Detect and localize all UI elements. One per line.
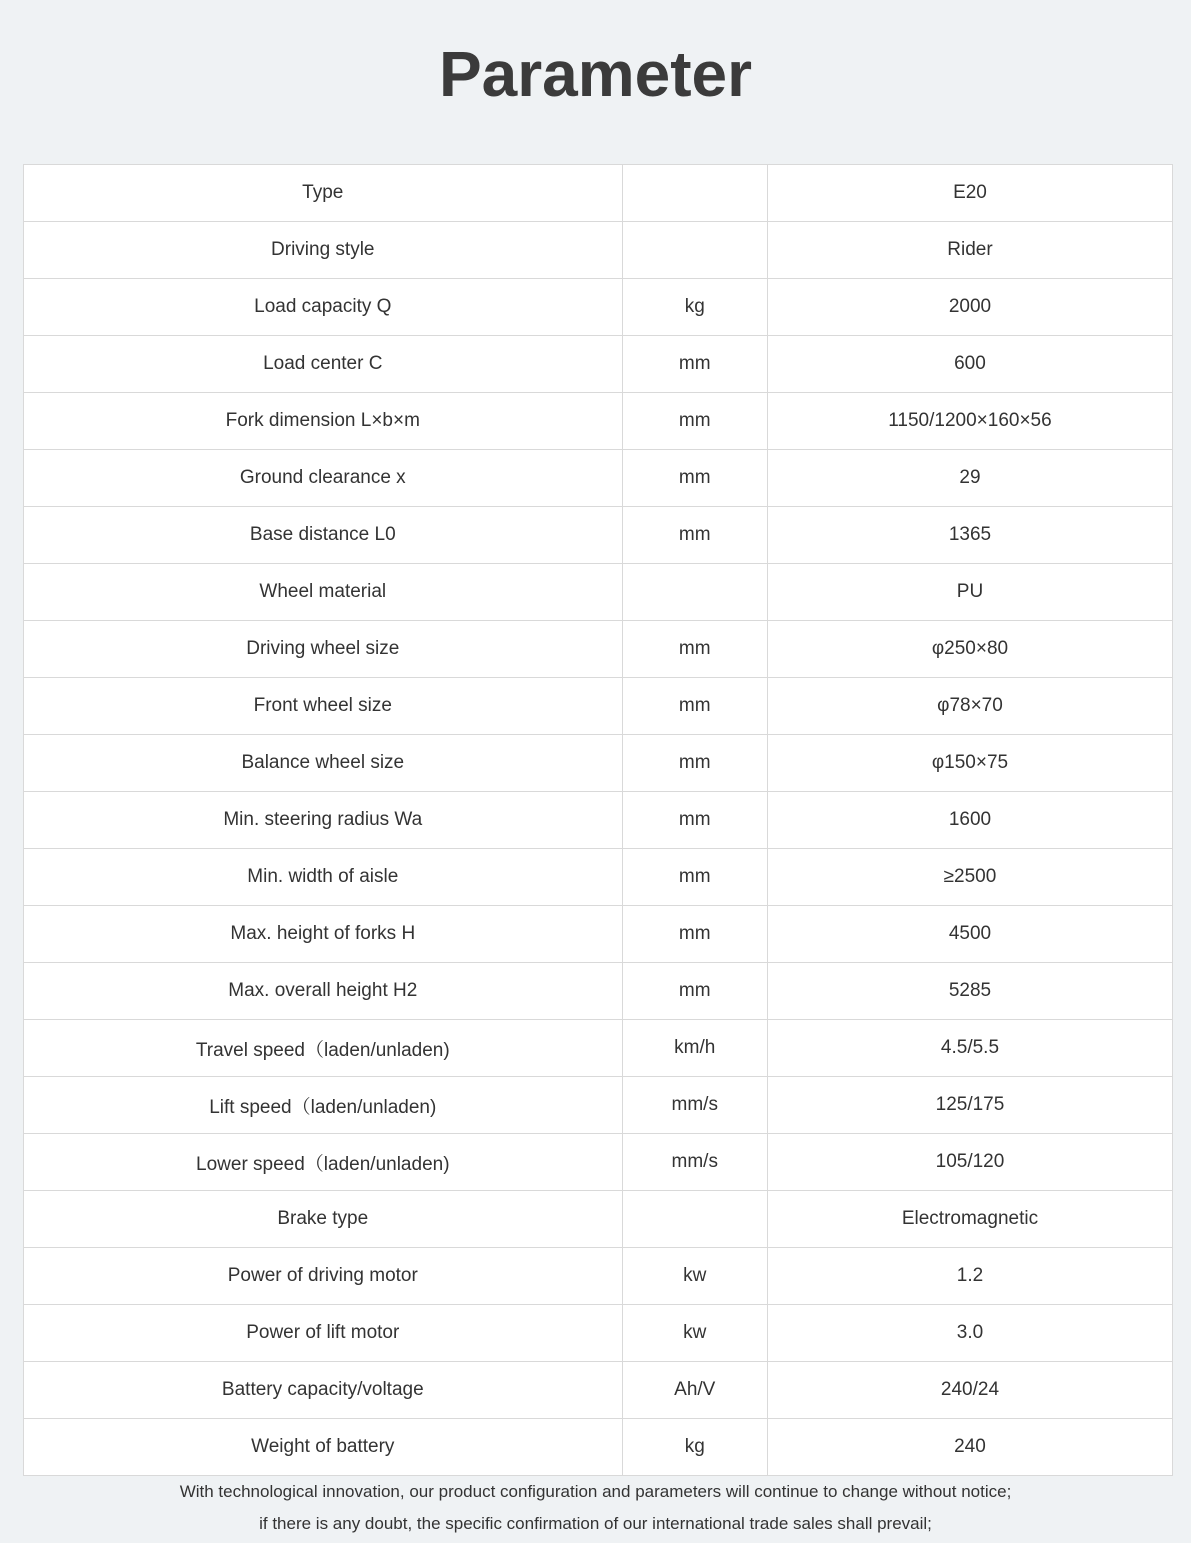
value-cell: 105/120 — [767, 1134, 1172, 1191]
param-cell: Balance wheel size — [24, 735, 623, 792]
unit-cell: mm — [622, 393, 767, 450]
unit-cell: mm/s — [622, 1134, 767, 1191]
param-cell: Base distance L0 — [24, 507, 623, 564]
table-row — [24, 1305, 1173, 1362]
unit-cell: mm — [622, 906, 767, 963]
unit-cell: kw — [622, 1305, 767, 1362]
param-cell: Power of lift motor — [24, 1305, 623, 1362]
table-row — [24, 393, 1173, 450]
param-cell: Min. steering radius Wa — [24, 792, 623, 849]
table-row — [24, 1362, 1173, 1419]
value-cell: Electromagnetic — [767, 1191, 1172, 1248]
unit-cell: mm — [622, 336, 767, 393]
param-cell: Travel speed（laden/unladen) — [24, 1020, 623, 1077]
param-cell: Load capacity Q — [24, 279, 623, 336]
unit-cell — [622, 222, 767, 279]
param-cell: Ground clearance x — [24, 450, 623, 507]
unit-cell: kg — [622, 1419, 767, 1476]
param-cell: Front wheel size — [24, 678, 623, 735]
value-cell: 4.5/5.5 — [767, 1020, 1172, 1077]
unit-cell: mm — [622, 450, 767, 507]
table-row — [24, 963, 1173, 1020]
value-cell: 1.2 — [767, 1248, 1172, 1305]
unit-cell — [622, 165, 767, 222]
unit-cell — [622, 1191, 767, 1248]
unit-cell: mm — [622, 735, 767, 792]
value-cell: PU — [767, 564, 1172, 621]
unit-cell: Ah/V — [622, 1362, 767, 1419]
value-cell: φ150×75 — [767, 735, 1172, 792]
unit-cell: mm — [622, 621, 767, 678]
param-cell: Power of driving motor — [24, 1248, 623, 1305]
table-row — [24, 507, 1173, 564]
value-cell: 1365 — [767, 507, 1172, 564]
value-cell: φ78×70 — [767, 678, 1172, 735]
param-cell: Max. height of forks H — [24, 906, 623, 963]
unit-cell — [622, 564, 767, 621]
param-cell: Battery capacity/voltage — [24, 1362, 623, 1419]
table-row — [24, 906, 1173, 963]
value-cell: ≥2500 — [767, 849, 1172, 906]
value-cell: 125/175 — [767, 1077, 1172, 1134]
param-cell: Load center C — [24, 336, 623, 393]
unit-cell: mm — [622, 792, 767, 849]
parameter-table — [23, 164, 1173, 1476]
table-row — [24, 678, 1173, 735]
footnote-line-2: if there is any doubt, the specific confirmation of our international trade sales shall prevail; — [259, 1514, 932, 1533]
table-row — [24, 792, 1173, 849]
table-row — [24, 1419, 1173, 1476]
value-cell: 240 — [767, 1419, 1172, 1476]
table-row — [24, 1191, 1173, 1248]
unit-cell: mm — [622, 678, 767, 735]
param-cell: Max. overall height H2 — [24, 963, 623, 1020]
value-cell: φ250×80 — [767, 621, 1172, 678]
value-cell: E20 — [767, 165, 1172, 222]
table-row — [24, 1077, 1173, 1134]
page-title: Parameter — [438, 38, 753, 110]
table-row — [24, 1134, 1173, 1191]
value-cell: 600 — [767, 336, 1172, 393]
param-cell: Driving style — [24, 222, 623, 279]
unit-cell: mm — [622, 963, 767, 1020]
table-row — [24, 165, 1173, 222]
value-cell: 1600 — [767, 792, 1172, 849]
param-cell: Weight of battery — [24, 1419, 623, 1476]
footnote-line-1: With technological innovation, our product configuration and parameters will continue to change without notice; — [179, 1482, 1012, 1501]
param-cell: Lift speed（laden/unladen) — [24, 1077, 623, 1134]
param-cell: Fork dimension L×b×m — [24, 393, 623, 450]
table-row — [24, 1020, 1173, 1077]
value-cell: 29 — [767, 450, 1172, 507]
param-cell: Driving wheel size — [24, 621, 623, 678]
table-row — [24, 564, 1173, 621]
table-row — [24, 1248, 1173, 1305]
value-cell: 4500 — [767, 906, 1172, 963]
table-row — [24, 450, 1173, 507]
table-row — [24, 735, 1173, 792]
param-cell: Wheel material — [24, 564, 623, 621]
table-row — [24, 621, 1173, 678]
unit-cell: kg — [622, 279, 767, 336]
param-cell: Type — [24, 165, 623, 222]
value-cell: 2000 — [767, 279, 1172, 336]
value-cell: 3.0 — [767, 1305, 1172, 1362]
param-cell: Lower speed（laden/unladen) — [24, 1134, 623, 1191]
value-cell: Rider — [767, 222, 1172, 279]
unit-cell: km/h — [622, 1020, 767, 1077]
param-cell: Brake type — [24, 1191, 623, 1248]
value-cell: 1150/1200×160×56 — [767, 393, 1172, 450]
unit-cell: kw — [622, 1248, 767, 1305]
parameter-table-body — [24, 165, 1173, 1476]
unit-cell: mm — [622, 507, 767, 564]
table-row — [24, 279, 1173, 336]
table-row — [24, 336, 1173, 393]
value-cell: 5285 — [767, 963, 1172, 1020]
table-row — [24, 849, 1173, 906]
param-cell: Min. width of aisle — [24, 849, 623, 906]
unit-cell: mm — [622, 849, 767, 906]
table-row — [24, 222, 1173, 279]
value-cell: 240/24 — [767, 1362, 1172, 1419]
unit-cell: mm/s — [622, 1077, 767, 1134]
